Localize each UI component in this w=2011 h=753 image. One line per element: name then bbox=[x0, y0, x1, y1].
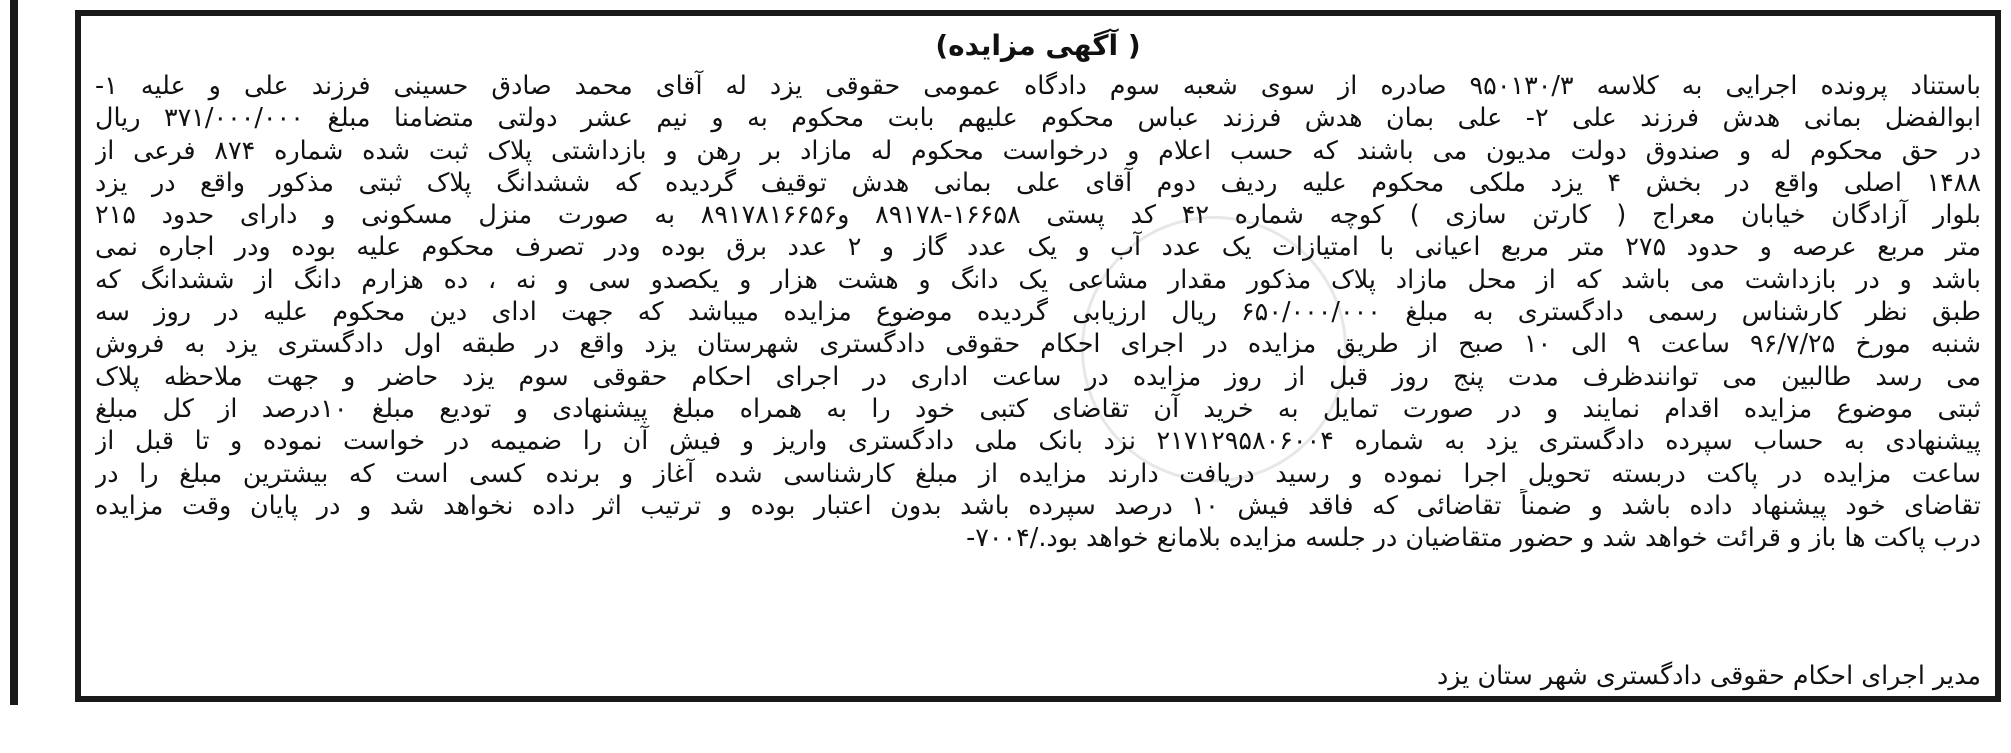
notice-line-7: باشد و در بازداشت می باشد که از محل مازاد پلاک مذکور مقدار مشاعی یک دانگ و هشت هزار و یکصدو سی و نه ، ده هزارم دانگ از ششدانگ که bbox=[95, 263, 1981, 294]
notice-line-5: بلوار آزادگان خیابان معراج ( کارتن سازی ) کوچه شماره ۴۲ کد پستی ۱۶۶۵۸-۸۹۱۷۸ و۸۹۱۷۸۱۶۶۵۶ به صورت منزل مسکونی و دارای حدود ۲۱۵ bbox=[95, 199, 1981, 230]
notice-line-9: شنبه مورخ ۹۶/۷/۲۵ ساعت ۹ الی ۱۰ صبح از طریق مزایده در اجرای احکام حقوقی دادگستری شهرستان یزد واقع در طبقه اول دادگستری یزد به فروش bbox=[95, 328, 1981, 359]
notice-line-14: تقاضای خود پیشنهاد داده باشد و ضمناً تقاضائی که فاقد فیش ۱۰ درصد سپرده باشد بدون اعتبار بوده و ترتیب اثر داده نخواهد شد و در پایان وقت مزایده bbox=[95, 489, 1981, 520]
left-border-rule bbox=[10, 0, 18, 705]
notice-line-11: ثبتی موضوع مزایده اقدام نمایند و در صورت تمایل به خرید آن تقاضای کتبی خود را به همراه مبلغ پیشنهادی و تودیع مبلغ ۱۰درصد از کل مبلغ bbox=[95, 392, 1981, 423]
notice-line-13: ساعت مزایده در پاکت دربسته تحویل اجرا نموده و رسید دریافت دارند مزایده از مبلغ کارشناسی شده آغاز و برنده کسی است که بیشترین مبلغ را در bbox=[95, 457, 1981, 488]
notice-line-3: در حق محکوم له و صندوق دولت مدیون می باشند که حسب اعلام و درخواست محکوم له مازاد بر رهن و بازداشتی پلاک ثبت شده شماره ۸۷۴ فرعی از bbox=[95, 134, 1981, 165]
notice-line-10: می رسد طالبین می توانندظرف مدت پنج روز قبل از روز مزایده در ساعت اداری در اجرای احکام حقوقی سوم یزد حاضر و جهت ملاحظه پلاک bbox=[95, 360, 1981, 391]
notice-line-15: درب پاکت ها باز و قرائت خواهد شد و حضور متقاضیان در جلسه مزایده بلامانع خواهد بود./۷۰۰۴- bbox=[966, 522, 1981, 553]
notice-line-2: ابوالفضل بمانی هدش فرزند علی ۲- علی بمان هدش فرزند عباس محکوم علیهم بابت محکوم به و نیم عشر دولتی متضامنا مبلغ ۳۷۱/۰۰۰/۰۰۰ ریال bbox=[95, 102, 1981, 133]
notice-line-6: متر مربع عرصه و حدود ۲۷۵ متر مربع اعیانی با امتیازات یک عدد آب و یک عدد گاز و ۲ عدد برق بوده ودر تصرف محکوم علیه بوده ودر اجاره نمی bbox=[95, 231, 1981, 262]
notice-line-8: طبق نظر کارشناس رسمی دادگستری به مبلغ ۶۵۰/۰۰۰/۰۰۰ ریال ارزیابی گردیده موضوع مزایده میباشد که جهت ادای دین محکوم علیه در روز سه bbox=[95, 296, 1981, 327]
auction-notice-box bbox=[75, 10, 2001, 702]
notice-line-12: پیشنهادی به حساب سپرده دادگستری یزد به شماره ۲۱۷۱۲۹۵۸۰۶۰۰۴ نزد بانک ملی دادگستری واریز و فیش آن را ضمیمه در خواست نموده و تا قبل از bbox=[95, 425, 1981, 456]
notice-line-1: باستناد پرونده اجرایی به کلاسه ۹۵۰۱۳۰/۳ صادره از سوی شعبه سوم دادگاه عمومی حقوقی یزد له آقای محمد صادق حسینی فرزند علی و علیه ۱- bbox=[95, 70, 1981, 100]
notice-title: ( آگهی مزایده) bbox=[935, 29, 1141, 62]
notice-line-4: ۱۴۸۸ اصلی واقع در بخش ۴ یزد ملکی محکوم علیه ردیف دوم آقای علی بمانی هدش توقیف گردیده که ششدانگ پلاک ثبتی مذکور واقع در یزد bbox=[95, 166, 1981, 197]
notice-body bbox=[95, 69, 1981, 553]
notice-signature: مدیر اجرای احکام حقوقی دادگستری شهر ستان یزد bbox=[1436, 660, 1981, 690]
